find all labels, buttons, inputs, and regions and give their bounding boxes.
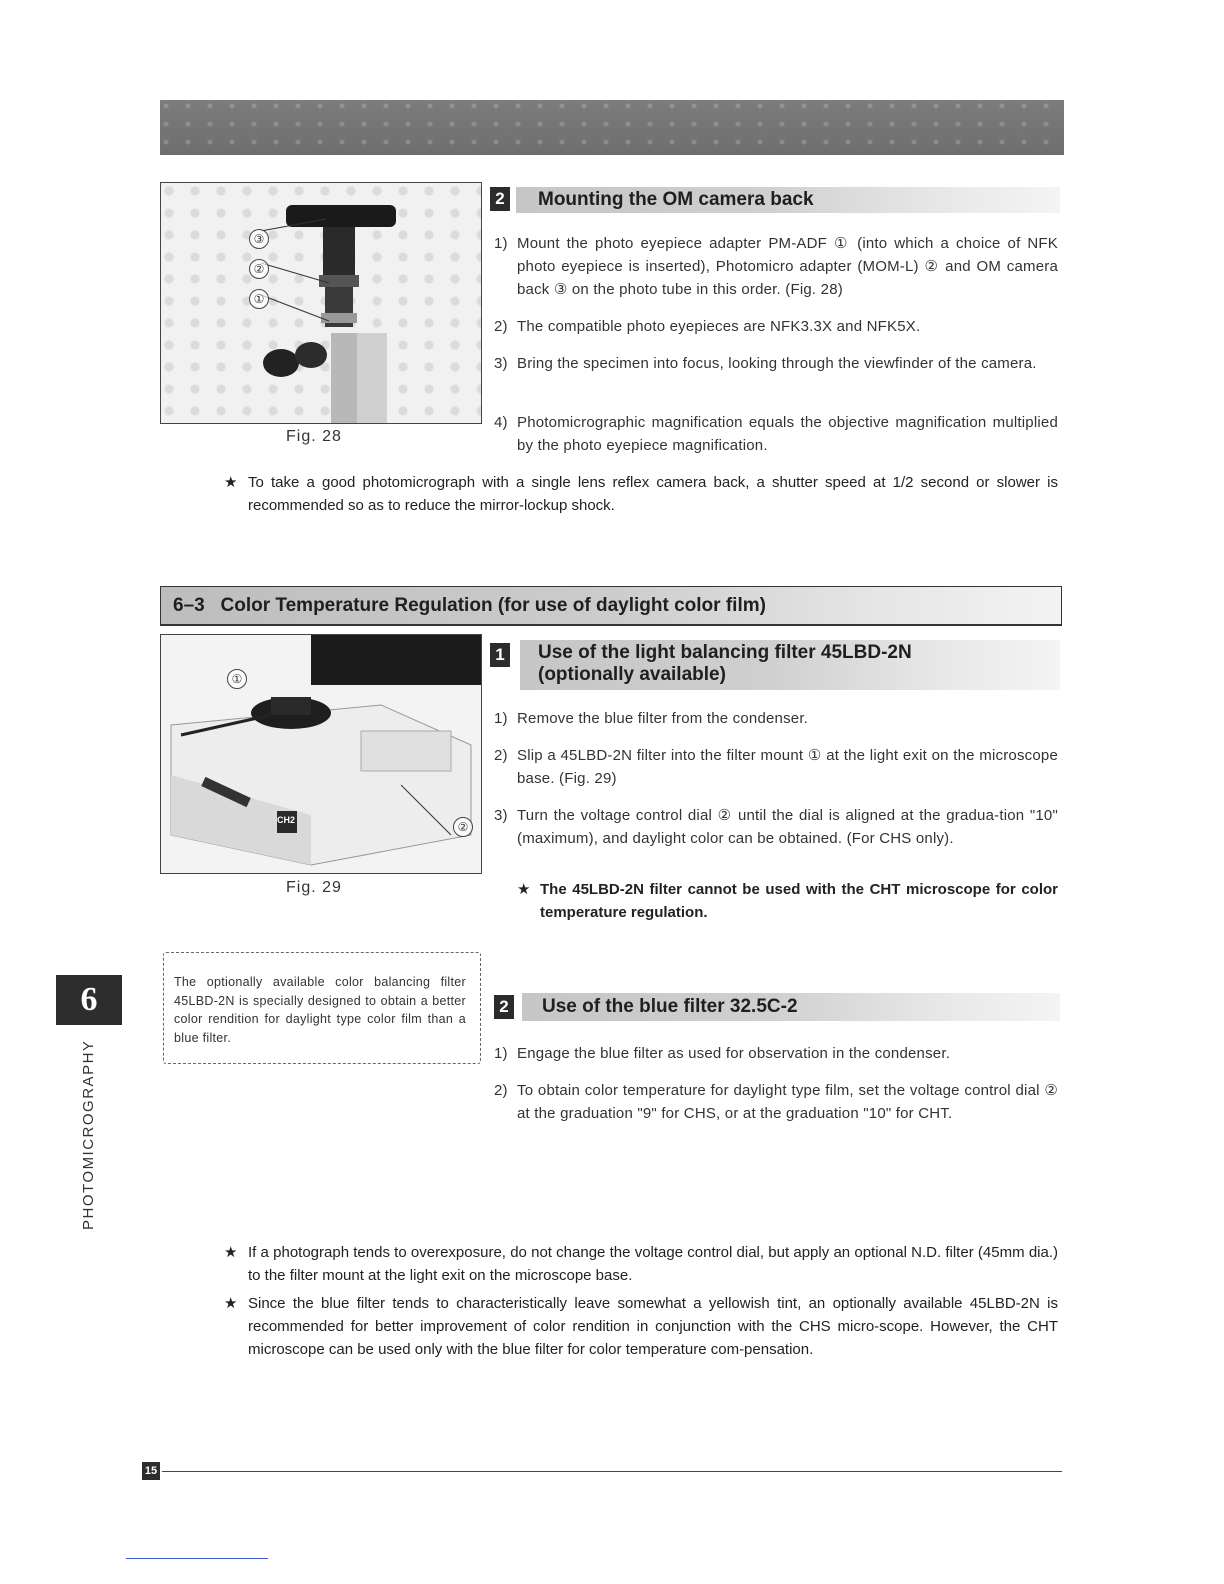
section-6-3-heading: [160, 586, 1062, 626]
note-text: Since the blue filter tends to characteristically leave somewhat a yellowish tint, an optionally available 45LBD-2N is recommended for better improvement of color rendition in conjunction with the CHS micro-scope. However, the CHT microscope can be used only with the blue filter for color temperature com-pensation.: [248, 1295, 1058, 1358]
step-item: [494, 1079, 1058, 1149]
step-number: 2): [494, 318, 508, 335]
step-text: Remove the blue filter from the condenser.: [517, 710, 809, 727]
step-text: Engage the blue filter as used for observation in the condenser.: [517, 1045, 951, 1062]
step-item: [494, 1042, 1058, 1079]
bottom-note-2: [224, 1292, 1058, 1361]
subsection-title-line2: (optionally available): [538, 664, 726, 685]
header-band: [160, 100, 1064, 155]
note-text: If a photograph tends to overexposure, do not change the voltage control dial, but apply an optional N.D. filter (45mm dia.) to the filter mount at the light exit on the microscope base.: [248, 1244, 1058, 1284]
bottom-note-1: [224, 1241, 1058, 1287]
microscope-base-illustration: [161, 635, 481, 873]
callout-2: ②: [249, 259, 269, 279]
model-label: CH2: [277, 815, 296, 825]
step-text: The compatible photo eyepieces are NFK3.3X and NFK5X.: [517, 318, 921, 335]
step-item: [494, 804, 1058, 878]
callout-3: ③: [249, 229, 269, 249]
step-number: 1): [494, 710, 508, 727]
step-item: [494, 315, 1058, 352]
info-box: [163, 952, 481, 1064]
star-icon: ★: [224, 1295, 238, 1312]
figure-28-photo: [160, 182, 482, 424]
step-number: 3): [494, 355, 508, 372]
callout-2: ②: [453, 817, 473, 837]
subsection-title: [520, 640, 1060, 690]
chapter-label: PHOTOMICROGRAPHY: [80, 1039, 97, 1230]
step-number: 1): [494, 235, 508, 252]
link-underline: [126, 1558, 268, 1559]
section-6-3-title: 6–3 Color Temperature Regulation (for use of daylight color film): [173, 595, 766, 616]
step-number: 1): [494, 1045, 508, 1062]
chapter-tab: 6: [56, 975, 122, 1025]
star-icon: ★: [224, 1244, 238, 1261]
subsection-title-line1: Use of the light balancing filter 45LBD-2N: [538, 642, 912, 663]
step-item: [494, 232, 1058, 302]
step-item: [494, 744, 1058, 804]
step-text: To obtain color temperature for daylight type film, set the voltage control dial ② at the graduation "9" for CHS, or at the graduation "10" for CHT.: [517, 1082, 1058, 1122]
star-icon: ★: [224, 474, 238, 491]
subsection-number-badge: 2: [494, 995, 514, 1019]
subsection-title-text: Use of the blue filter 32.5C-2: [542, 996, 798, 1017]
step-item: [494, 707, 1058, 744]
section-number-badge: 2: [490, 187, 510, 211]
step-number: 3): [494, 807, 508, 824]
step-text: Slip a 45LBD-2N filter into the filter mount ① at the light exit on the microscope base. (Fig. 29): [517, 747, 1058, 787]
step-text: Mount the photo eyepiece adapter PM-ADF ① (into which a choice of NFK photo eyepiece is inserted), Photomicro adapter (MOM-L) ② and OM camera back ③ on the photo tube in this order. (Fig. 28): [517, 235, 1058, 298]
step-text: Photomicrographic magnification equals the objective magnification multiplied by the photo eyepiece magnification.: [517, 414, 1058, 454]
note-text: To take a good photomicrograph with a single lens reflex camera back, a shutter speed at 1/2 second or slower is recommended so as to reduce the mirror-lockup shock.: [248, 474, 1058, 514]
figure-29-photo: [160, 634, 482, 874]
section1-note: [224, 471, 1058, 517]
figure-29-caption: Fig. 29: [286, 879, 342, 896]
callout-1: ①: [227, 669, 247, 689]
callout-1: ①: [249, 289, 269, 309]
section1-steps: [494, 232, 1058, 457]
sub1-steps: [494, 707, 1058, 878]
sub1-note: [517, 878, 1058, 924]
step-number: 2): [494, 1082, 508, 1099]
step-item: [494, 411, 1058, 457]
step-number: 2): [494, 747, 508, 764]
footer-rule: [162, 1471, 1062, 1472]
step-text: Bring the specimen into focus, looking through the viewfinder of the camera.: [517, 355, 1037, 372]
info-box-text: The optionally available color balancing filter 45LBD-2N is specially designed to obtain a better color rendition for daylight type color film than a blue filter.: [174, 975, 466, 1045]
sub2-steps: [494, 1042, 1058, 1149]
note-text: The 45LBD-2N filter cannot be used with the CHT microscope for color temperature regulation.: [540, 881, 1058, 921]
step-number: 4): [494, 414, 508, 431]
star-icon: ★: [517, 881, 531, 898]
step-text: Turn the voltage control dial ② until the dial is aligned at the gradua-tion "10" (maximum), and daylight color can be obtained. (For CHS only).: [517, 807, 1058, 847]
subsection-title: [522, 993, 1060, 1021]
section-title-text: Mounting the OM camera back: [538, 189, 814, 210]
subsection-number-badge: 1: [490, 643, 510, 667]
step-item: [494, 352, 1058, 398]
microscope-camera-illustration: [161, 183, 481, 423]
page-number: 15: [142, 1462, 160, 1480]
section-title: [516, 187, 1060, 213]
figure-28-caption: Fig. 28: [286, 428, 342, 445]
